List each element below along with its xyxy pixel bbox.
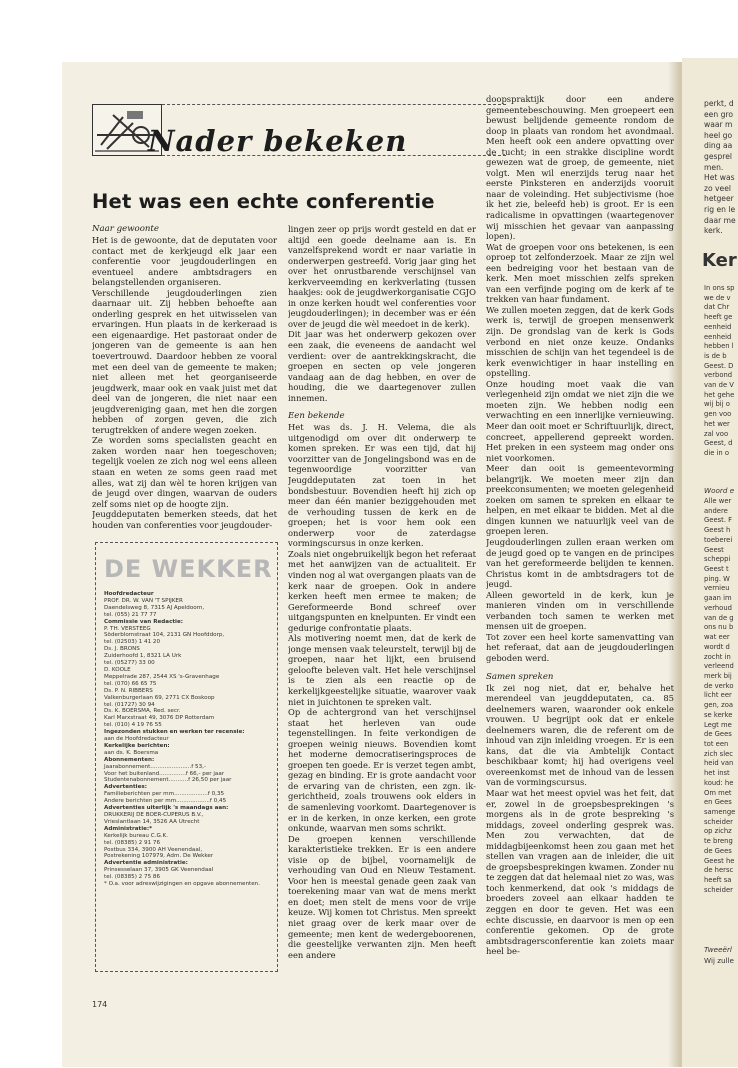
paragraph: De groepen kennen verschillende karakteristieke trekken. Er is een andere visie op de bijbel, voornamelijk de verhouding van Oud en Nieuw Testament. Voor hen is meestal genade geen zaak van toerekening maar van wat de mens merkt en doet; men stelt de mens voor de vrije keuze. Wij komen tot Christus. Men spreekt niet graag over de kerk maar over de gemeente; men kent de wedergeboorenen, die geestelijke verwanten zijn. Men heeft een andere [288,833,476,960]
right-page-line: ding aa [704,141,733,151]
subhead-samen-spreken: Samen spreken [486,671,554,682]
heading-rule-top [162,104,506,105]
right-page-line: koud: he [704,778,734,787]
masthead-line: Administratie:* [104,825,153,832]
masthead-line: tel. (01727) 30 94 [104,701,155,708]
right-page-line: van de g [704,613,734,622]
paragraph: Zoals niet ongebruikelijk begon het referaat met het aanwijzen van de actualiteit. Er vinden nog al wat overgangen plaats van de kerk naar de groepen. Ook in andere kerken heeft men ermee te maken; de Gereformeerde Bond schreef over uitgangspunten en knelpunten. Er vindt een gedurige confrontatie plaats. [288,548,476,633]
right-page-line: verbond [704,371,733,380]
masthead-line: Karl Marxstraat 49, 3076 DP Rotterdam [104,715,215,722]
paragraph: Tot zover een heel korte samenvatting van het referaat, dat aan de jeugdouderlingen geboden werd. [486,631,674,663]
right-page-line: heeft ge [704,313,733,322]
right-page-line: Legt me [704,720,732,729]
right-page-line: verhoud [704,603,732,612]
right-page-line: eenheid [704,322,732,331]
masthead-line: Ds. P. N. RIBBERS [104,687,153,694]
masthead-line: Hoofdredacteur [104,591,154,597]
masthead-line: Ingezonden stukken en werken ter recensie: [104,729,245,736]
article-column-2 [288,224,476,992]
right-page-subhead: Woord e [704,486,735,495]
right-page-line: tot een [704,739,729,748]
right-page-line: gen, zoa [704,701,734,710]
masthead-line: Andere berichten per mm...................f 0,45 [104,798,227,805]
masthead-line: Ds. K. BOERSMA, Red. secr. [104,708,181,715]
masthead-line: tel. (08385) 2 91 76 [104,839,161,846]
masthead-line: Jaarabonnement.......................f 53,- [104,763,206,770]
masthead-line: aan ds. K. Boersma [104,749,159,756]
paragraph: lingen zeer op prijs wordt gesteld en dat er altijd een goede deelname aan is. En vanzelfsprekend wordt er naar variatie in onderwerpen gestreefd. Vorig jaar ging het over het onrustbarende verschijnsel van kerkverveemding en kerkverlating (tussen haakjes: ook de jeugdwerkorganisatie CGJO in onze kerken houdt wel conferenties voor jeugdouderlingen); in december was er één over de jeugd die wèl meedoet in de kerk). [288,224,476,329]
right-page-line: die in o [704,448,730,457]
masthead-line: tel. (010) 4 19 76 55 [104,722,162,729]
masthead-line: Daendelsweg 8, 7315 AJ Apeldoorn, [104,604,205,611]
masthead-line: tel. (055) 21 77 77 [104,611,157,618]
right-page-line: zo veel [704,183,731,193]
masthead-line: tel. (08385) 2 75 86 [104,874,161,881]
right-page-text-mid [704,284,735,459]
right-page-line: te breng [704,837,733,846]
right-page-line: Geest. D [704,361,734,370]
paragraph: Het was ds. J. H. Velema, die als uitgenodigd om over dit onderwerp te komen spreken. Er was een tijd, dat hij voorzitter van de Jongelingsbond was en de tegenwoordige voorzitter van Jeugddeputaten zat toen in het bondsbestuur. Bovendien heeft hij zich op meer dan één manier beziggehouden met de verhouding tussen de kerk en de groepen; het is voor hem ook een onderwerp voor de zaterdagse vormingscursus in onze kerken. [288,422,476,549]
masthead-line: Voor het buitenland...............f 66,- per jaar [104,770,225,777]
right-page-line: gaan im [704,594,732,603]
right-page-line: wij bij o [704,400,730,409]
right-page-line: samenge [704,808,736,816]
masthead-line: Vrieslantlaan 14, 3526 AA Utrecht [104,818,200,825]
right-page-line: merk bij [704,671,732,680]
right-page-line: is de b [704,351,727,360]
right-page-line: Geest t [704,565,729,574]
masthead-line: P. TH. VERSTEEG [104,625,151,632]
masthead-line: Commissie van Redactie: [104,618,184,625]
masthead-line: Familieberichten per mm...................f 0,35 [104,791,225,798]
right-page-line: zocht in [704,652,731,661]
masthead-line: Studentenabonnement...........f 26,50 per jaar [104,777,232,784]
masthead-line: Advertenties uiterlijk 's maandags aan: [104,805,229,812]
right-page-line: op zichz [704,827,732,836]
masthead-line: tel. (05277) 33 00 [104,660,155,667]
right-page-line: Alle wer [704,497,732,505]
right-page-line: ons nu b [704,623,734,632]
right-page-line: we de v [704,293,731,302]
masthead-line: D. KOOLE [104,666,131,673]
masthead-line: tel. (070) 66 65 75 [104,680,157,687]
right-page-line: Geest h [704,526,731,535]
right-page-line: gesprel [704,151,733,161]
paragraph: Alleen geworteld in de kerk, kun je manieren vinden om in verschillende verbanden toch samen te werken met mensen uit de groepen. [486,589,674,632]
masthead-box [95,542,278,972]
right-page-footer-line: Wij zulle [704,956,734,965]
right-page-line: wat eer [704,633,730,642]
right-page-line: het inst [704,769,730,778]
masthead-line: DRUKKERIJ DE BOER-CUPERUS B.V., [104,812,204,818]
right-page-line: wordt d [704,642,730,651]
paragraph: Wat de groepen voor ons betekenen, is een oproep tot zelfonderzoek. Maar ze zijn wel een bedreiging voor het bestaan van de kerk. Men moet misschien zelfs spreken van een verfijnde poging om de kerk af te trekken van haar fundament. [486,241,674,305]
masthead-line: Kerkelijke berichten: [104,742,170,749]
masthead-line: Meppelrade 287, 2544 XS 's-Gravenhage [104,673,220,680]
right-page-line: van de V [704,381,734,390]
right-page-line: ping. W [704,574,730,583]
right-page-heading: Ker [702,250,737,271]
column-heading: Nader bekeken [148,124,408,158]
paragraph: Jeugddeputaten bemerken steeds, dat het houden van conferenties voor jeugdouder- [92,509,277,530]
article-column-1 [92,224,277,544]
right-page-line: de hersc [704,866,734,875]
masthead-line: Advertenties: [104,784,147,791]
right-page-line: In ons sp [704,284,735,292]
right-page-line: het gehe [704,390,735,399]
article-column-3 [486,94,674,992]
right-page-line: en Gees [704,798,732,807]
right-page-line: toeberei [704,535,733,544]
right-page-line: hebben l [704,342,734,351]
right-page-line: zal voo [704,429,729,438]
paragraph: Onze houding moet vaak die van verlegenheid zijn omdat we niet zijn die we moeten zijn. We hebben nodig een verwachting en een innerlijke vernieuwing. Meer dan ooit moet er Schriftuurlijk, direct, concreet, appellerend gepreekt worden. Het preken in een systeem mag onder ons niet voorkomen. [486,378,674,463]
right-page-line: Het was [704,173,735,183]
paragraph: We zullen moeten zeggen, dat de kerk Gods werk is, terwijl de groepen mensenwerk zijn. De grondslag van de kerk is Gods verbond en niet onze keuze. Ondanks misschien de schijn van het tegendeel is de kerk evenwichtiger in haar instelling en opstelling. [486,304,674,379]
masthead-line: * O.a. voor adreswijzigingen en opgave abonnementen. [104,881,260,888]
masthead-line: Postbus 334, 3900 AH Veenendaal, [104,846,203,853]
right-page-line: de Gees [704,846,732,855]
right-page-line: eenheid [704,332,732,341]
right-page-line: scheppi [704,555,731,564]
right-page-line: verleend [704,662,734,671]
paragraph: Als motivering noemt men, dat de kerk de jonge mensen vaak teleurstelt, terwijl bij de groepen, naar het lijkt, een bruisend geloofte beleven valt. Het hele verschijnsel is te zien als een reactie op de kerkelijkgeestelijke situatie, waarover vaak niet in juichtonen te spreken valt. [288,633,476,707]
right-page-line: waar m [704,120,733,130]
paragraph: Op de achtergrond van het verschijnsel staat het herleven van oude tegenstellingen. In feite verkondigen de groepen weinig nieuws. Bovendien komt het moderne democratiseringsproces de groepen ten goede. Er is verzet tegen ambt, gezag en binding. Er is grote aandacht voor de ervaring van de christen, een zgn. ik-gerichtheid, zoals trouwens ook elders in de samenleving voorkomt. Daartegenover is er in de kerken, in onze kerken, een grote onkunde, waarvan men soms schrikt. [288,707,476,834]
paragraph: Verschillende jeugdouderlingen zien daarnaar uit. Zij hebben behoefte aan onderling gesprek en het uitwisselen van ervaringen. Hun plaats in de kerkeraad is een eigenaardige. Het pastoraat onder de jongeren van de gemeente is aan hen toevertrouwd. Daardoor hebben ze vooral met een deel van de gemeente te maken; niet alleen met het georganiseerde jeugdwerk, maar ook en vaak juist met dat deel van de jongeren, die niet naar een jeugdvereniging gaan, met hen die zorgen hebben of zorgen geven, die zich terugtrekken of andere wegen zoeken. [92,287,277,435]
masthead-line: Postrekening 107979, Adm. De Wekker [104,853,214,860]
masthead-line: tel. (02503) 1 41 20 [104,639,161,646]
right-page-line: perkt, d [704,99,734,108]
right-page-line: Geest. F [704,516,733,525]
masthead-line: aan de Hoofdredacteur [104,736,169,743]
right-page-line: Om met [704,788,732,797]
right-page-edge [682,58,738,1067]
right-page-line: vernieu [704,584,730,593]
right-page-line: gen voo [704,410,732,419]
paragraph: Ze worden soms specialisten geacht en zaken worden naar hen toegeschoven; tegelijk voelen ze zich nog wel eens alleen staan en weten ze soms geen raad met alles, wat zij dan wèl te horen krijgen van de jeugd over dingen, waarvan de ouders zelf soms niet op de hoogte zijn. [92,435,277,509]
page-number: 174 [92,1000,108,1009]
right-page-line: de verko [704,681,734,690]
right-page-line: Geest [704,545,724,554]
right-page-line: zich slec [704,749,734,758]
right-page-line: kerk. [704,226,723,236]
masthead-line: Valkenburgerlaan 69, 2771 CX Boskoop [104,694,215,701]
right-page-line: heid van [704,759,734,768]
right-page-line: scheider [704,885,733,894]
right-page-line: heel go [704,130,733,140]
right-page-line: licht eer [704,691,732,700]
masthead-line: Söderblomstraat 104, 2131 GN Hoofddorp, [104,632,225,639]
masthead-line: Advertentie administratie: [104,860,188,867]
right-page-line: daar me [704,215,736,225]
right-page-line: het wer [704,419,730,428]
masthead-lines [104,591,272,888]
paragraph: Het is de gewoonte, dat de deputaten voor contact met de kerkjeugd elk jaar een conferentie voor jeugdouderlingen en eventueel andere ambtsdragers en belangstellenden organiseren. [92,235,277,288]
masthead-line: Ds. J. BRONS [104,646,140,653]
paragraph: Maar wat het meest opviel was het feit, dat er, zowel in de groepsbesprekingen 's morgens als in de grote bespreking 's middags, zoveel onderling gesprek was. Men zou verwachten, dat de middagbijeenkomst heen zou gaan met het stellen van vragen aan de inleider, die uit de groepsbesprekingen kwamen. Zonder nu te zeggen dat dat helemaal niet zo was, was toch kenmerkend, dat ook 's middags de broeders zoveel aan elkaar hadden te zeggen en door te geven. Het was een echte discussie, en daarvoor is men op een conferentie gekomen. Op de grote ambtsdragersconferentie kan zoiets maar heel be- [486,788,674,957]
paragraph: Ik zei nog niet, dat er, behalve het merendeel van jeugddeputaten, ca. 85 deelnemers waren, waaronder ook enkele vrouwen. U begrijpt ook dat er enkele deelnemers waren, die de referent om de inhoud van zijn inleiding vroegen. Er is een kans, dat die via Ambtelijk Contact beschikbaar komt; hij had overigens veel overeenkomst met de inhoud van de lessen van de vormingscursus. [486,682,674,788]
right-page-text-top [704,99,736,237]
de-wekker-logo: DE WEKKER [104,555,273,583]
paragraph: doopspraktijk door een andere gemeentebeschouwing. Men groepeert een bewust belijdende gemeente rondom de doop in plaats van rondom het avondmaal. Men heeft ook een andere opvatting over de tucht; in een strakke discipline wordt gewezen wat de groep, de gemeente, niet volgt. Men wil enerzijds terug naar het eerste Pinksteren en anderzijds vooruit naar de voleinding. Het subjectivisme (hoe ik het zie, beleefd heb) is groot. Er is een radicalisme in opvattingen (waartegenover wij misschien het gevaar van aanpassing lopen). [486,94,674,242]
right-page-line: men. [704,162,724,172]
right-page-line: se kerke [704,710,733,719]
right-page-line: hetgeer [704,194,734,204]
article-title: Het was een echte conferentie [92,190,435,213]
masthead-line: Zuiderhoofd 1, 8321 LA Urk [104,653,182,660]
masthead-line: Kerkelijk bureau C.G.K. [104,832,168,839]
right-page-line: Geest he [704,856,735,865]
paragraph: Dit jaar was het onderwerp gekozen over een zaak, die eveneens de aandacht wel verdient: over de aantrekkingskracht, die groepen en secten op vele jongeren vandaag aan de dag hebben, en over de houding, die we daartegenover zullen innemen. [288,329,476,403]
right-page-footer-subhead: Tweeërl [704,945,732,954]
masthead-line: Prinsesselaan 37, 3905 GK Veenendaal [104,867,214,874]
paragraph: Meer dan ooit is gemeentevorming belangrijk. We moeten meer zijn dan preekconsumenten; we moeten gelegenheid zoeken om samen te spreken en elkaar te helpen, en met elkaar te bidden. Met al die dingen kunnen we natuurlijk veel van de groepen leren. [486,463,674,537]
right-page-text-low [704,497,735,895]
right-page-line: andere [704,506,728,515]
right-page-line: Geest, d [704,439,733,448]
right-page-line: heeft sa [704,876,732,885]
subhead-een-bekende: Een bekende [288,411,345,422]
right-page-line: een gro [704,109,733,119]
paragraph: Jeugdouderlingen zullen eraan werken om de jeugd goed op te vangen en de principes van het gereformeerde belijden te kennen. Christus komt in de ambtsdragers tot de jeugd. [486,536,674,590]
right-page-line: scheider [704,817,733,826]
right-page-line: dat Chr [704,303,730,312]
right-page-line: rig en le [704,204,736,214]
masthead-line: PROF. DR. W. VAN 'T SPIJKER [104,597,183,604]
masthead-line: Abonnementen: [104,756,155,763]
subhead-naar-gewoonte: Naar gewoonte [92,224,159,234]
right-page-line: de Gees [704,730,732,739]
